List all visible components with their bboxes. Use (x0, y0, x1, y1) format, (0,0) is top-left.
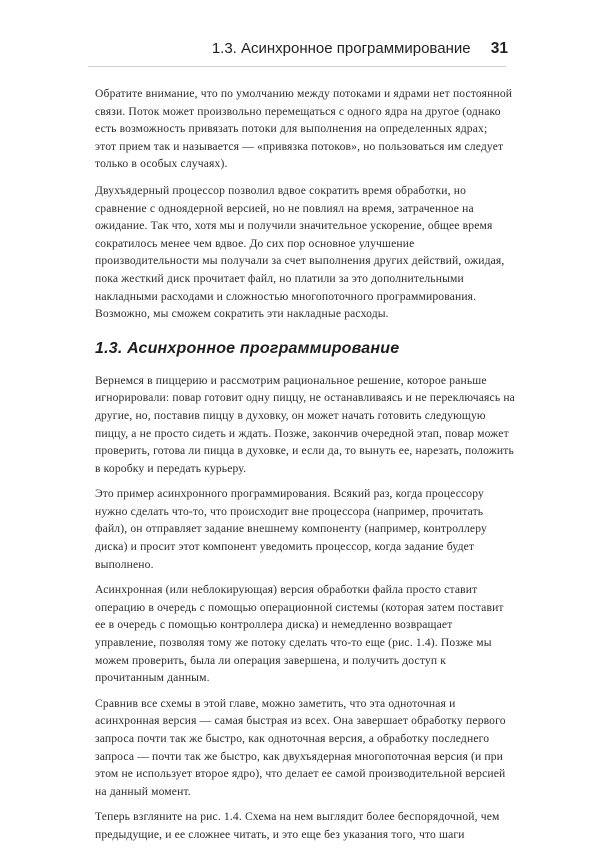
body-paragraph: Двухъядерный процессор позволил вдвое сократить время обработки, но сравнение с одноядерной версией, но не повлиял на время, затраченное на ожидание. Так что, хотя мы и получили значительное ускорение, общее время сократилось менее чем вдвое. До сих пор основное улучшение производительности мы получали за счет выполнения других действий, ожидая, пока жесткий диск прочитает файл, но платили за это дополнительными накладными расходами и сложностью многопоточного программирования. Возможно, мы сможем сократить эти накладные расходы. (95, 183, 505, 321)
body-paragraph: Вернемся в пиццерию и рассмотрим рациональное решение, которое раньше игнорировали: повар готовит одну пиццу, не останавливаясь и не переключаясь на другие, но, поставив пиццу в духовку, он может начать готовить следующую пиццу, а не просто сидеть и ждать. Позже, закончив очередной этап, повар может проверить, готова ли пицца в духовке, и если да, то вынуть ее, нарезать, положить в коробку и передать курьеру. (95, 373, 515, 475)
body-paragraph: Это пример асинхронного программирования. Всякий раз, когда процессору нужно сделать что-то, что происходит вне процессора (например, прочитать файл), он отправляет задание внешнему компоненту (например, контроллеру диска) и просит этот компонент уведомить процессор, когда задание будет выполнено. (95, 487, 487, 571)
paragraphs-before-section (95, 182, 515, 323)
note-line: только в особых случаях). (95, 157, 228, 171)
body-paragraph: Сравнив все схемы в этой главе, можно заметить, что эта одноточная и асинхронная версия — самая быстрая из всех. Она завершает обработку первого запроса почти так же быстро, как одноточная версия, а обработку последнего запроса — почти так же быстро, как двухъядерная многопоточная версия (и при этом не использует второе ядро), что делает ее самой производительной версией на данный момент. (95, 696, 506, 798)
page-body (95, 85, 515, 852)
note-line: Обратите внимание, что по умолчанию между потоками и ядрами нет постоянной (95, 87, 513, 100)
note-block (95, 85, 515, 173)
note-line: есть возможность привязать потоки для выполнения на определенных ядрах; (95, 122, 488, 136)
running-header (212, 40, 508, 58)
note-line: связи. Поток может произвольно перемещаться с одного ядра на другое (однако (95, 104, 501, 118)
paragraphs-after-section (95, 372, 515, 844)
section-heading: 1.3. Асинхронное программирование (95, 339, 400, 357)
note-line: этот прием так и называется — «привязка потоков», но пользоваться им следует (95, 139, 504, 153)
header-divider (88, 66, 506, 67)
page-number: 31 (490, 40, 508, 57)
running-header-title: 1.3. Асинхронное программирование (211, 40, 471, 57)
body-paragraph: Асинхронная (или неблокирующая) версия обработки файла просто ставит операцию в очередь с помощью операционной системы (которая затем поставит ее в очередь с помощью контроллера диска) и немедленно возвращает управление, позволяя тому же потоку сделать что-то еще (рис. 1.4). Позже мы можем проверить, была ли операция завершена, и получить доступ к прочитанным данным. (95, 583, 504, 685)
body-paragraph: Теперь взгляните на рис. 1.4. Схема на нем выглядит более беспорядочной, чем предыдущие, и ее сложнее читать, и это еще без указания того, что шаги (95, 810, 500, 841)
